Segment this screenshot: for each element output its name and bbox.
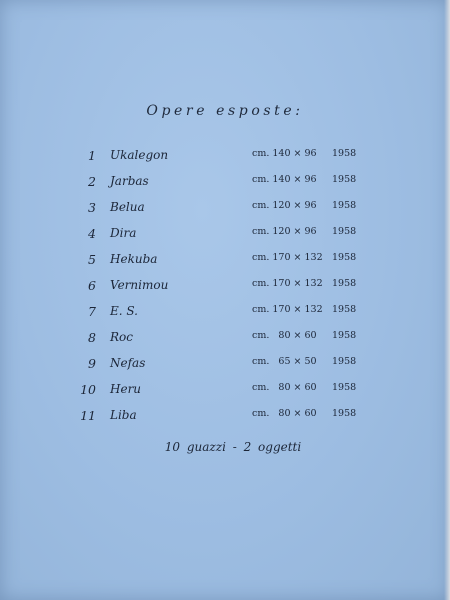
works-summary: 10 guazzi - 2 oggetti xyxy=(164,440,302,454)
work-row xyxy=(0,278,450,296)
work-number: 5 xyxy=(88,252,96,267)
work-row xyxy=(0,148,450,166)
work-row xyxy=(0,330,450,348)
work-row xyxy=(0,252,450,270)
work-title: Vernimou xyxy=(110,278,169,292)
work-row xyxy=(0,226,450,244)
work-year: 1958 xyxy=(332,304,357,315)
work-title: Roc xyxy=(110,330,133,344)
work-title: Nefas xyxy=(110,356,146,370)
work-year: 1958 xyxy=(332,174,357,185)
work-title: E. S. xyxy=(110,304,138,318)
work-row xyxy=(0,356,450,374)
work-number: 11 xyxy=(80,408,96,423)
work-dimensions: cm. 65 × 50 xyxy=(252,356,317,367)
work-dimensions: cm. 80 × 60 xyxy=(252,382,317,393)
work-dimensions: cm. 170 × 132 xyxy=(252,252,323,263)
work-dimensions: cm. 80 × 60 xyxy=(252,330,317,341)
work-number: 10 xyxy=(80,382,96,397)
work-number: 3 xyxy=(88,200,96,215)
work-title: Belua xyxy=(110,200,145,214)
work-row xyxy=(0,174,450,192)
work-dimensions: cm. 120 × 96 xyxy=(252,226,317,237)
work-number: 9 xyxy=(88,356,96,371)
work-dimensions: cm. 120 × 96 xyxy=(252,200,317,211)
work-year: 1958 xyxy=(332,200,357,211)
work-dimensions: cm. 80 × 60 xyxy=(252,408,317,419)
work-number: 6 xyxy=(88,278,96,293)
work-title: Ukalegon xyxy=(110,148,169,162)
work-year: 1958 xyxy=(332,226,357,237)
work-title: Heru xyxy=(110,382,142,396)
work-row xyxy=(0,408,450,426)
work-year: 1958 xyxy=(332,330,357,341)
work-year: 1958 xyxy=(332,148,357,159)
work-title: Hekuba xyxy=(110,252,158,266)
work-dimensions: cm. 140 × 96 xyxy=(252,148,317,159)
work-dimensions: cm. 140 × 96 xyxy=(252,174,317,185)
work-title: Jarbas xyxy=(110,174,149,188)
work-number: 1 xyxy=(88,148,96,163)
page-heading: Opere esposte: xyxy=(146,103,304,119)
work-year: 1958 xyxy=(332,252,357,263)
work-row xyxy=(0,382,450,400)
work-year: 1958 xyxy=(332,356,357,367)
page-edge xyxy=(444,0,450,600)
work-number: 4 xyxy=(88,226,96,241)
work-year: 1958 xyxy=(332,278,357,289)
work-number: 8 xyxy=(88,330,96,345)
work-title: Dira xyxy=(110,226,137,240)
work-year: 1958 xyxy=(332,408,357,419)
work-year: 1958 xyxy=(332,382,357,393)
work-row xyxy=(0,200,450,218)
work-dimensions: cm. 170 × 132 xyxy=(252,304,323,315)
work-title: Liba xyxy=(110,408,137,422)
work-number: 2 xyxy=(88,174,96,189)
work-number: 7 xyxy=(88,304,96,319)
work-row xyxy=(0,304,450,322)
work-dimensions: cm. 170 × 132 xyxy=(252,278,323,289)
